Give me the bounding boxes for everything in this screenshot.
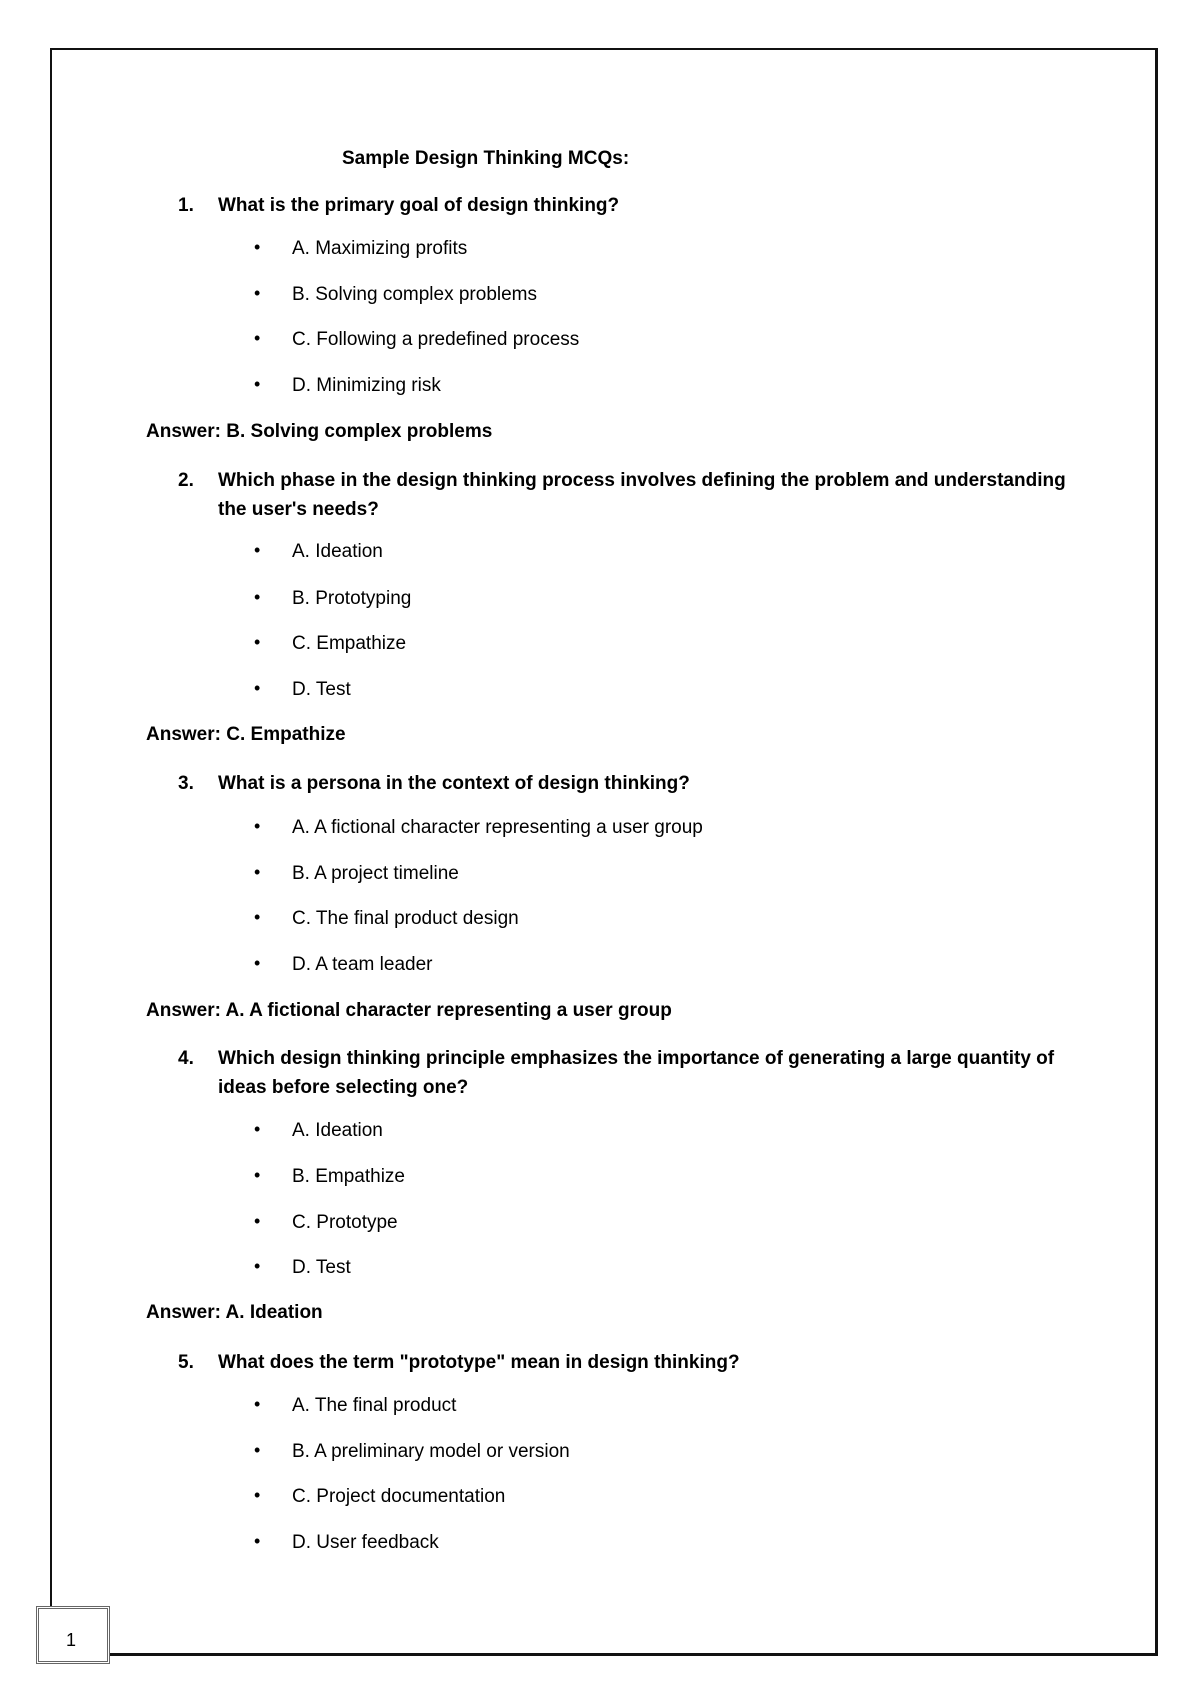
bullet-icon: •	[254, 1211, 261, 1231]
bullet-icon: •	[254, 328, 261, 348]
bullet-icon: •	[254, 816, 261, 836]
question-number: 3.	[178, 773, 194, 794]
bullet-icon: •	[254, 1485, 261, 1505]
bullet-icon: •	[254, 1256, 261, 1276]
bullet-icon: •	[254, 632, 261, 652]
question-2	[178, 466, 1078, 524]
question-number: 4.	[178, 1048, 194, 1069]
question-number: 5.	[178, 1352, 194, 1373]
question-4	[178, 1044, 1078, 1102]
answer-line: Answer: C. Empathize	[146, 724, 346, 745]
bullet-icon: •	[254, 237, 261, 257]
question-text: What is the primary goal of design thinking?	[218, 195, 620, 216]
bullet-icon: •	[254, 1440, 261, 1460]
bullet-icon: •	[254, 283, 261, 303]
question-number: 1.	[178, 195, 194, 216]
question-5	[178, 1348, 1078, 1377]
bullet-icon: •	[254, 540, 261, 560]
question-number: 2.	[178, 470, 194, 491]
answer-line: Answer: A. Ideation	[146, 1302, 323, 1323]
question-text: What does the term "prototype" mean in design thinking?	[218, 1352, 740, 1373]
bullet-icon: •	[254, 374, 261, 394]
page-border	[50, 48, 1158, 1656]
document-title: Sample Design Thinking MCQs:	[342, 148, 630, 169]
bullet-icon: •	[254, 1119, 261, 1139]
bullet-icon: •	[254, 678, 261, 698]
bullet-icon: •	[254, 953, 261, 973]
page-number: 1	[66, 1630, 77, 1650]
question-3	[178, 769, 1078, 798]
bullet-icon: •	[254, 1394, 261, 1414]
bullet-icon: •	[254, 907, 261, 927]
answer-line: Answer: A. A fictional character representing a user group	[146, 1000, 672, 1021]
question-text: Which design thinking principle emphasizes the importance of generating a large quantity of ideas before selecting one?	[218, 1048, 1055, 1098]
bullet-icon: •	[254, 862, 261, 882]
bullet-icon: •	[254, 587, 261, 607]
question-1	[178, 191, 1078, 220]
question-text: What is a persona in the context of design thinking?	[218, 773, 690, 794]
bullet-icon: •	[254, 1165, 261, 1185]
bullet-icon: •	[254, 1531, 261, 1551]
answer-line: Answer: B. Solving complex problems	[146, 421, 493, 442]
question-text: Which phase in the design thinking process involves defining the problem and understanding the user's needs?	[218, 470, 1066, 520]
